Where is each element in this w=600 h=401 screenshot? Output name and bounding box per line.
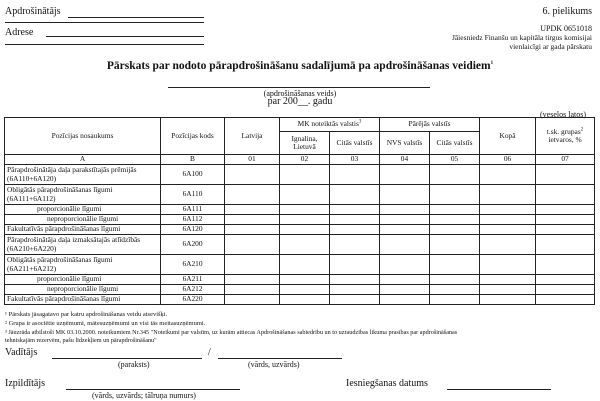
cell[interactable]: [480, 235, 536, 255]
submit-note-1: Jāiesniedz Finanšu un kapitāla tirgus komisijai: [451, 33, 592, 42]
cell[interactable]: [330, 235, 380, 255]
insurer-extra-line: [5, 22, 204, 23]
column-code-04: 04: [380, 155, 430, 165]
table-row: [5, 275, 595, 285]
header-group-share-mark: 2: [580, 127, 584, 133]
cell[interactable]: [536, 285, 595, 295]
signature-caption: (paraksts): [118, 360, 150, 369]
header-other-countries-2: Citās valstīs: [430, 132, 480, 155]
units-note: (veselos latos): [540, 110, 586, 119]
cell[interactable]: [536, 185, 595, 205]
cell[interactable]: [430, 215, 480, 225]
column-code-row: [5, 155, 595, 165]
row-name: Fakultatīvās pārapdrošināšanas līgumi: [5, 295, 161, 305]
header-eu-group-mark: 3: [358, 119, 362, 125]
cell[interactable]: [536, 225, 595, 235]
row-name: Pārapdrošinātāja daļa izmaksātajās atlīdzībās (6A210+6A220): [5, 235, 161, 255]
header-group-share: [536, 118, 595, 155]
cell[interactable]: [536, 275, 595, 285]
cell[interactable]: [380, 215, 430, 225]
cell[interactable]: [480, 255, 536, 275]
column-code-b: B: [161, 155, 225, 165]
table-row: [5, 215, 595, 225]
cell[interactable]: [280, 215, 330, 225]
column-code-05: 05: [430, 155, 480, 165]
cell[interactable]: [430, 255, 480, 275]
cell[interactable]: [430, 275, 480, 285]
insurer-field[interactable]: [68, 17, 204, 18]
column-code-06: 06: [480, 155, 536, 165]
row-name: Obligātās pārapdrošināšanas līgumi (6A111+6A112): [5, 185, 161, 205]
manager-name-field[interactable]: [218, 358, 342, 359]
cell[interactable]: [330, 295, 380, 305]
cell[interactable]: [280, 235, 330, 255]
footnote-2: ² Grupa ir asociētie uzņēmumi, mātesuzņēmumi un visi tās meitasuzņēmumi.: [5, 320, 206, 327]
footnote-1: ¹ Pārskats jāsagatavo par katru apdrošināšanas veidu atsevišķi.: [5, 311, 168, 318]
table-row: [5, 235, 595, 255]
cell[interactable]: [480, 165, 536, 185]
cell[interactable]: [330, 165, 380, 185]
cell[interactable]: [430, 165, 480, 185]
header-other-countries: Citās valstīs: [330, 132, 380, 155]
cell[interactable]: [480, 215, 536, 225]
table-row: [5, 225, 595, 235]
preparer-field[interactable]: [66, 389, 240, 390]
header-latvia: Latvija: [225, 118, 280, 155]
cell[interactable]: [536, 205, 595, 215]
header-cis: NVS valstīs: [380, 132, 430, 155]
header-group-share-text-2: ietvaros, %: [548, 135, 582, 144]
cell[interactable]: [536, 235, 595, 255]
cell[interactable]: [480, 225, 536, 235]
date-field[interactable]: [447, 389, 551, 390]
row-code: 6A210: [161, 255, 225, 275]
cell[interactable]: [225, 205, 280, 215]
cell[interactable]: [280, 255, 330, 275]
cell[interactable]: [330, 255, 380, 275]
row-code: 6A220: [161, 295, 225, 305]
appendix-number: 6. pielikums: [542, 6, 592, 17]
row-code: 6A111: [161, 205, 225, 215]
footnote-3-cont: tehniskajām rezervēm, pašu līdzekļiem un pārapdrošināšanu": [5, 337, 157, 344]
cell[interactable]: [225, 185, 280, 205]
cell[interactable]: [430, 235, 480, 255]
cell[interactable]: [330, 225, 380, 235]
header-ignalina: Ignalina, Lietuvā: [280, 132, 330, 155]
row-name: neproporcionālie līgumi: [5, 285, 161, 295]
title-footnote-mark: 1: [490, 61, 494, 67]
cell[interactable]: [280, 275, 330, 285]
cell[interactable]: [536, 165, 595, 185]
row-name: Obligātās pārapdrošināšanas līgumi (6A211+6A212): [5, 255, 161, 275]
table-row: [5, 165, 595, 185]
cell[interactable]: [330, 215, 380, 225]
cell[interactable]: [480, 295, 536, 305]
cell[interactable]: [480, 185, 536, 205]
cell[interactable]: [225, 255, 280, 275]
address-extra-line: [5, 44, 204, 45]
cell[interactable]: [480, 275, 536, 285]
name-caption: (vārds, uzvārds): [248, 360, 300, 369]
slash-separator: /: [208, 347, 211, 358]
cell[interactable]: [380, 185, 430, 205]
manager-signature-field[interactable]: [52, 358, 202, 359]
cell[interactable]: [536, 295, 595, 305]
cell[interactable]: [225, 165, 280, 185]
cell[interactable]: [380, 235, 430, 255]
cell[interactable]: [225, 235, 280, 255]
cell[interactable]: [280, 185, 330, 205]
cell[interactable]: [380, 295, 430, 305]
cell[interactable]: [330, 285, 380, 295]
insurer-label: Apdrošinātājs: [5, 6, 61, 17]
insurance-type-field[interactable]: [168, 87, 430, 88]
header-group-share-text: t.sk. grupas: [546, 126, 581, 136]
column-code-07: 07: [536, 155, 595, 165]
reinsurance-table: [4, 117, 595, 305]
table-row: [5, 205, 595, 215]
insurance-type-caption: (apdrošināšanas veids): [263, 89, 337, 98]
cell[interactable]: [380, 165, 430, 185]
row-code: 6A200: [161, 235, 225, 255]
table-row: [5, 295, 595, 305]
header-total: Kopā: [480, 118, 536, 155]
cell[interactable]: [225, 285, 280, 295]
address-field[interactable]: [46, 36, 204, 37]
column-code-a: A: [5, 155, 161, 165]
row-code: 6A112: [161, 215, 225, 225]
cell[interactable]: [330, 205, 380, 215]
manager-label: Vadītājs: [5, 347, 38, 358]
cell[interactable]: [330, 275, 380, 285]
cell[interactable]: [380, 285, 430, 295]
header-eu-group: [280, 118, 380, 132]
header-code: Pozīcijas kods: [161, 118, 225, 155]
cell[interactable]: [430, 285, 480, 295]
footnote-3: ³ Jāuzrāda atbilstoši MK 03.10.2000. noteikumiem Nr.345 "Noteikumi par valstīm, uz kurām attiecas Apdrošināšanas sabiedrību un to uzraudzības likuma prasības par apdrošināšanas: [5, 329, 458, 336]
cell[interactable]: [225, 225, 280, 235]
report-title: [0, 60, 600, 72]
cell[interactable]: [280, 205, 330, 215]
header-item: Pozīcijas nosaukums: [5, 118, 161, 155]
row-code: 6A211: [161, 275, 225, 285]
cell[interactable]: [280, 295, 330, 305]
row-name: Pārapdrošinātāja daļa parakstītajās prēmijās (6A110+6A120): [5, 165, 161, 185]
cell[interactable]: [225, 295, 280, 305]
cell[interactable]: [536, 255, 595, 275]
cell[interactable]: [225, 215, 280, 225]
row-name: Fakultatīvās pārapdrošināšanas līgumi: [5, 225, 161, 235]
report-title-text: Pārskats par nodoto pārapdrošināšanu sadalījumā pa apdrošināšanas veidiem: [106, 60, 491, 72]
cell[interactable]: [380, 255, 430, 275]
table-row: [5, 185, 595, 205]
column-code-03: 03: [330, 155, 380, 165]
table-row: [5, 255, 595, 275]
cell[interactable]: [380, 205, 430, 215]
row-name: neproporcionālie līgumi: [5, 215, 161, 225]
column-code-02: 02: [280, 155, 330, 165]
row-name: proporcionālie līgumi: [5, 275, 161, 285]
row-name: proporcionālie līgumi: [5, 205, 161, 215]
cell[interactable]: [430, 295, 480, 305]
cell[interactable]: [280, 285, 330, 295]
report-period: par 200__. gadu: [267, 96, 333, 107]
preparer-label: Izpildītājs: [5, 378, 45, 389]
address-label: Adrese: [5, 27, 34, 38]
cell[interactable]: [380, 275, 430, 285]
cell[interactable]: [536, 215, 595, 225]
form-code: UPDK 0651018: [540, 24, 592, 33]
cell[interactable]: [430, 225, 480, 235]
cell[interactable]: [480, 205, 536, 215]
row-code: 6A100: [161, 165, 225, 185]
header-other-group: Pārējās valstīs: [380, 118, 480, 132]
cell[interactable]: [330, 185, 380, 205]
cell[interactable]: [280, 165, 330, 185]
header-eu-group-text: MK noteiktās valstis: [297, 119, 359, 129]
row-code: 6A212: [161, 285, 225, 295]
preparer-caption: (vārds, uzvārds; tālruņa numurs): [92, 391, 196, 400]
column-code-01: 01: [225, 155, 280, 165]
cell[interactable]: [430, 185, 480, 205]
date-label: Iesniegšanas datums: [346, 378, 428, 389]
submit-note-2: vienlaicīgi ar gada pārskatu: [509, 42, 592, 51]
cell[interactable]: [225, 275, 280, 285]
table-row: [5, 285, 595, 295]
cell[interactable]: [280, 225, 330, 235]
cell[interactable]: [480, 285, 536, 295]
row-code: 6A110: [161, 185, 225, 205]
cell[interactable]: [430, 205, 480, 215]
row-code: 6A120: [161, 225, 225, 235]
cell[interactable]: [380, 225, 430, 235]
